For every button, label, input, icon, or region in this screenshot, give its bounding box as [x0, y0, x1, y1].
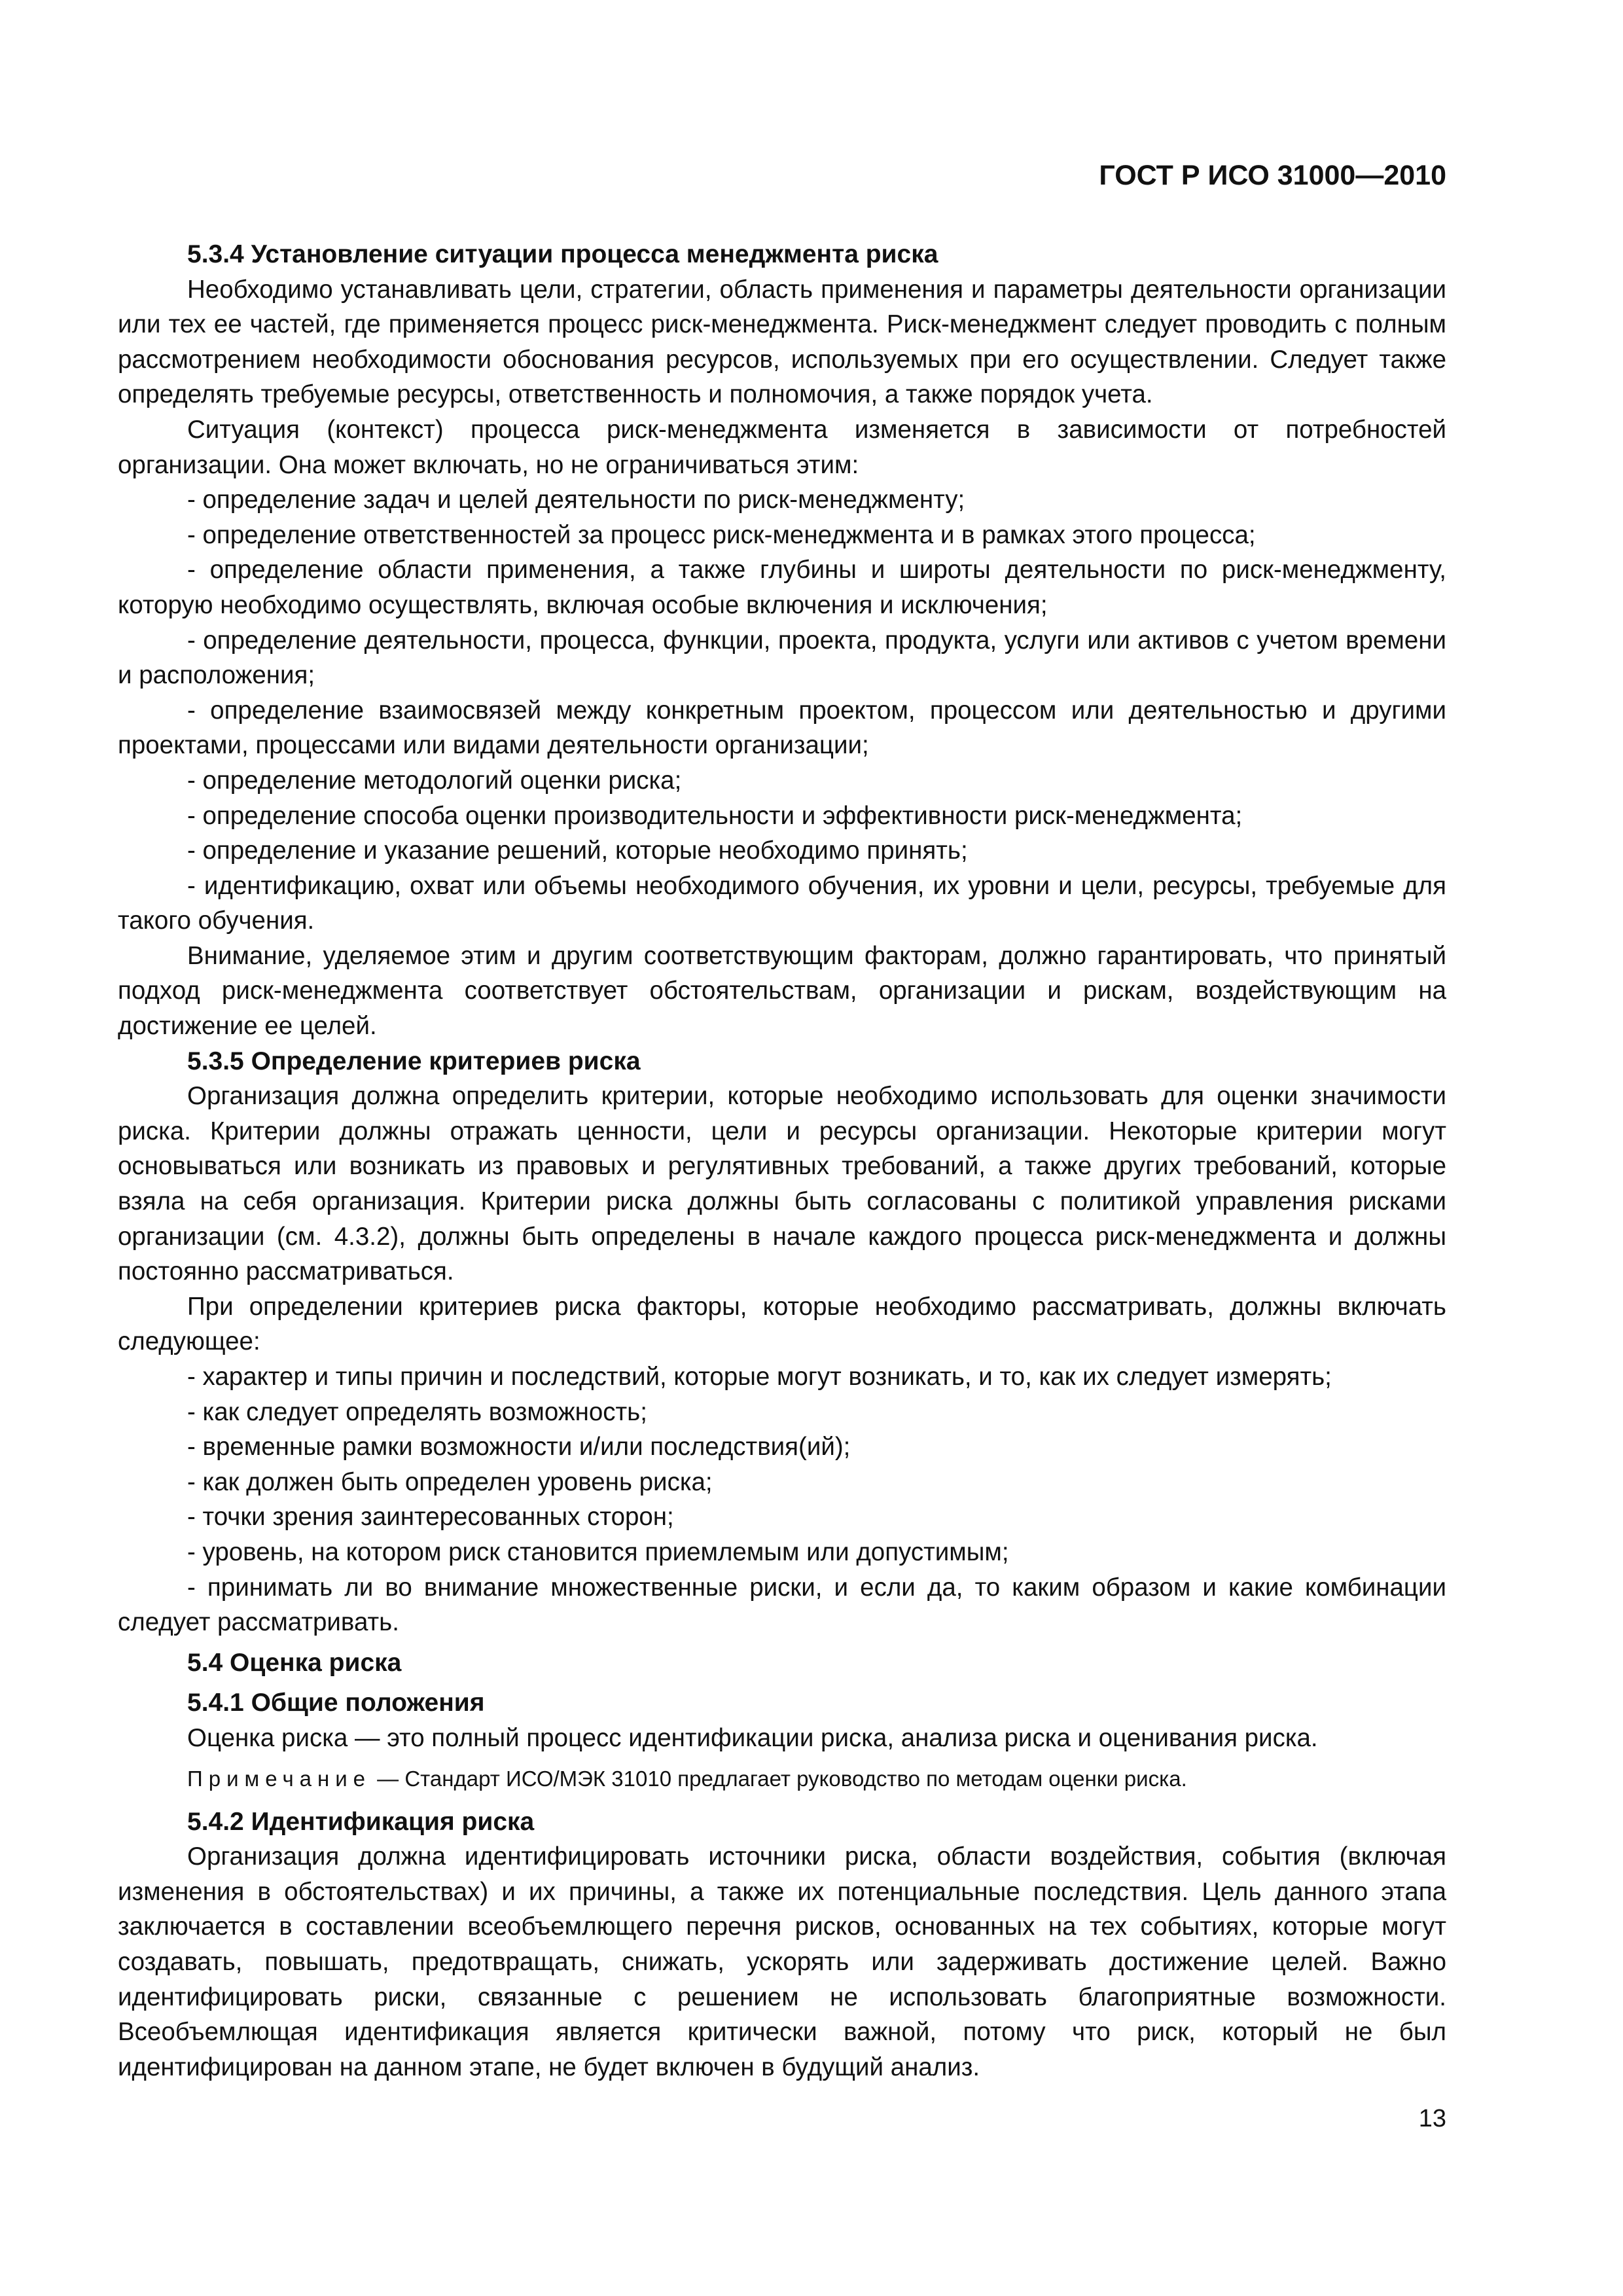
list-item: - уровень, на котором риск становится приемлемым или допустимым;	[187, 1537, 1009, 1566]
section-heading-5-4-1: 5.4.1 Общие положения	[187, 1689, 485, 1717]
list-item: - определение области применения, а также глубины и широты деятельности по риск-менеджменту, которую необходимо осуществлять, включая особые включения и исключения;	[118, 556, 1446, 619]
list-item: - определение деятельности, процесса, функции, проекта, продукта, услуги или активов с учетом времени и расположения;	[118, 626, 1446, 690]
page-number: 13	[1418, 2105, 1446, 2132]
list-item: - определение методологий оценки риска;	[187, 766, 682, 795]
list-item: - определение ответственностей за процесс риск-менеджмента и в рамках этого процесса;	[187, 520, 1256, 549]
list-item: - идентификацию, охват или объемы необходимого обучения, их уровни и цели, ресурсы, требуемые для такого обучения.	[118, 871, 1446, 935]
list-item: - временные рамки возможности и/или последствия(ий);	[187, 1433, 851, 1462]
list-item: - определение и указание решений, которые необходимо принять;	[187, 836, 968, 865]
paragraph: Организация должна идентифицировать источники риска, области воздействия, события (включая изменения в обстоятельствах) и их причины, а также их потенциальные последствия. Цель данного этапа заключается в составлении всеобъемлющего перечня рисков, основанных на тех событиях, которые могут создавать, повышать, предотвращать, снижать, ускорять или задерживать достижение целей. Важно идентифицировать риски, связанные с решением не использовать благоприятные возможности. Всеобъемлющая идентификация является критически важной, потому что риск, который не был идентифицирован на данном этапе, не будет включен в будущий анализ.	[118, 1842, 1446, 2081]
list-item: - характер и типы причин и последствий, которые могут возникать, и то, как их следует измерять;	[187, 1363, 1332, 1391]
list-item: - как должен быть определен уровень риска;	[187, 1467, 713, 1496]
list-item: - как следует определять возможность;	[187, 1397, 647, 1426]
paragraph: Оценка риска — это полный процесс идентификации риска, анализа риска и оценивания риска.	[187, 1723, 1318, 1752]
paragraph: Необходимо устанавливать цели, стратегии, область применения и параметры деятельности организации или тех ее частей, где применяется процесс риск-менеджмента. Риск-менеджмент следует проводить с полным рассмотрением необходимости обоснования ресурсов, используемых при его осуществлении. Следует также определять требуемые ресурсы, ответственность и полномочия, а также порядок учета.	[118, 275, 1446, 409]
document-code-header: ГОСТ Р ИСО 31000—2010	[1099, 160, 1446, 191]
paragraph: Организация должна определить критерии, которые необходимо использовать для оценки значимости риска. Критерии должны отражать ценности, цели и ресурсы организации. Некоторые критерии могут основываться или возникать из правовых и регулятивных требований, а также других требований, которые взяла на себя организация. Критерии риска должны быть согласованы с политикой управления рисками организации (см. 4.3.2), должны быть определены в начале каждого процесса риск-менеджмента и должны постоянно рассматриваться.	[118, 1082, 1446, 1286]
section-heading-5-4-2: 5.4.2 Идентификация риска	[187, 1807, 535, 1836]
list-item: - определение взаимосвязей между конкретным проектом, процессом или деятельностью и другими проектами, процессами или видами деятельности организации;	[118, 696, 1446, 760]
section-heading-5-3-5: 5.3.5 Определение критериев риска	[187, 1047, 641, 1075]
paragraph: Ситуация (контекст) процесса риск-менеджмента изменяется в зависимости от потребностей организации. Она может включать, но не ограничиваться этим:	[118, 415, 1446, 479]
list-item: - точки зрения заинтересованных сторон;	[187, 1503, 674, 1532]
paragraph: При определении критериев риска факторы, которые необходимо рассматривать, должны включать следующее:	[118, 1292, 1446, 1356]
note	[118, 1763, 1446, 1795]
section-heading-5-3-4: 5.3.4 Установление ситуации процесса менеджмента риска	[187, 240, 938, 268]
paragraph: Внимание, уделяемое этим и другим соответствующим факторам, должно гарантировать, что принятый подход риск-менеджмента соответствует обстоятельствам, организации и рискам, воздействующим на достижение ее целей.	[118, 941, 1446, 1041]
section-heading-5-4: 5.4 Оценка риска	[187, 1648, 402, 1677]
list-item: - определение способа оценки производительности и эффективности риск-менеджмента;	[187, 801, 1243, 830]
note-text: — Стандарт ИСО/МЭК 31010 предлагает руководство по методам оценки риска.	[371, 1766, 1187, 1791]
list-item: - принимать ли во внимание множественные риски, и если да, то каким образом и какие комбинации следует рассматривать.	[118, 1573, 1446, 1637]
document-body	[118, 237, 1446, 2085]
note-label: Примечание	[187, 1766, 372, 1791]
list-item: - определение задач и целей деятельности по риск-менеджменту;	[187, 486, 965, 514]
